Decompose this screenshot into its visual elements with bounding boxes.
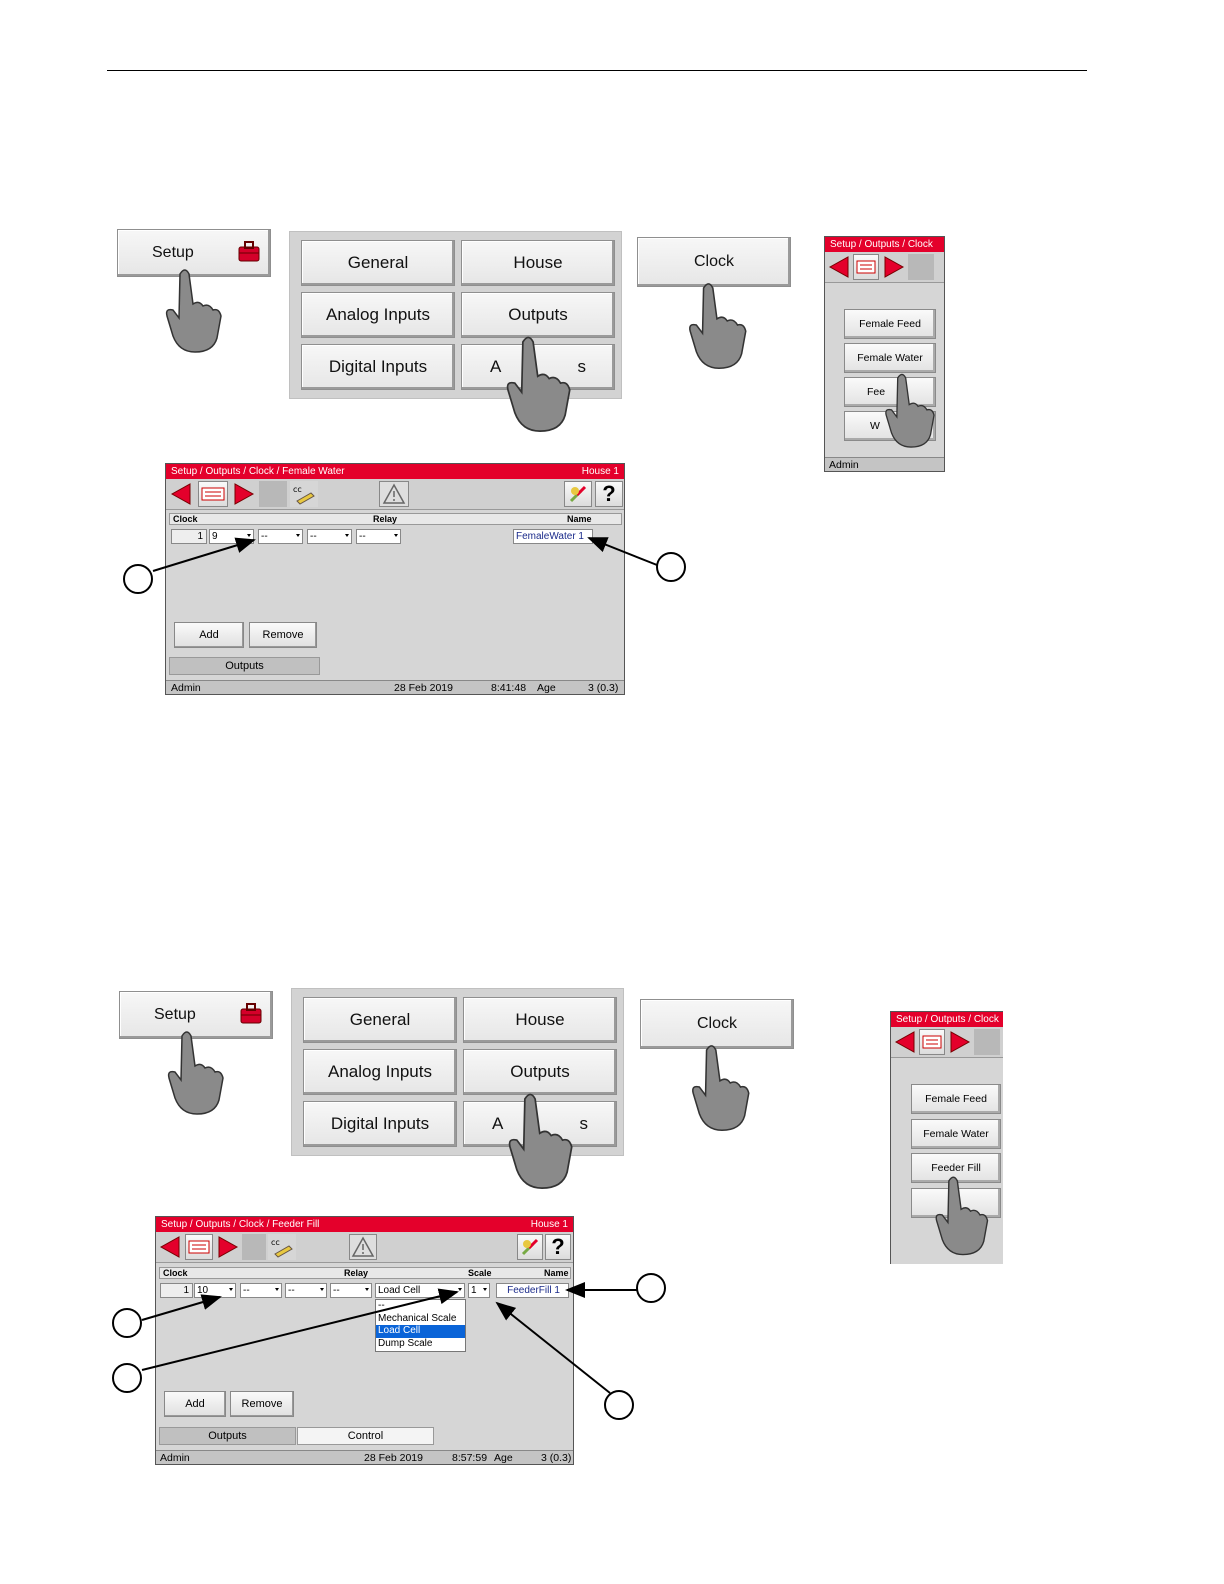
clock-value: 9 <box>212 531 218 542</box>
status-age-label: Age <box>494 1452 513 1464</box>
svg-text:cc: cc <box>271 1238 280 1247</box>
digital-inputs-label: Digital Inputs <box>328 357 428 376</box>
relay-1-value: -- <box>243 1285 250 1296</box>
hidden-menu-label-start: A <box>492 1114 504 1133</box>
clock-header: Clock <box>173 514 198 524</box>
hidden-menu-label-start: A <box>490 357 502 376</box>
general-label: General <box>347 253 409 272</box>
relay-header: Relay <box>373 514 398 524</box>
status-user: Admin <box>829 459 859 471</box>
tab-outputs-label: Outputs <box>208 1430 247 1442</box>
scale-header: Scale <box>468 1268 492 1278</box>
add-label: Add <box>199 629 219 641</box>
remove-label: Remove <box>241 1398 283 1410</box>
clock-value: 10 <box>197 1285 209 1296</box>
house-label: House 1 <box>530 1219 568 1230</box>
name-header: Name <box>567 514 592 524</box>
relay-3-value: -- <box>359 531 366 542</box>
house-label: House <box>515 1010 565 1029</box>
status-age: 3 (0.3) <box>541 1452 572 1464</box>
scale-option[interactable]: Dump Scale <box>378 1337 433 1349</box>
house-label: House <box>513 253 563 272</box>
hidden-menu-label-end: s <box>579 1114 588 1133</box>
house-label: House 1 <box>581 466 619 477</box>
water-partial-label: W <box>870 420 880 432</box>
help-icon[interactable]: ? <box>595 481 623 507</box>
scale-option-selected[interactable]: Load Cell <box>376 1325 465 1338</box>
status-user: Admin <box>171 682 201 694</box>
scale-option[interactable]: -- <box>378 1300 385 1311</box>
clock-header: Clock <box>163 1268 188 1278</box>
analog-inputs-label: Analog Inputs <box>326 305 430 324</box>
setup-button-label: Setup <box>152 244 194 261</box>
breadcrumb: Setup / Outputs / Clock <box>825 237 944 252</box>
add-label: Add <box>185 1398 205 1410</box>
feeder-fill-partial-label: Fee <box>867 386 886 398</box>
outputs-label: Outputs <box>510 1062 570 1081</box>
female-feed-label: Female Feed <box>859 318 921 330</box>
clock-button-label: Clock <box>693 253 734 270</box>
relay-header: Relay <box>344 1268 369 1278</box>
scale-option[interactable]: Mechanical Scale <box>378 1312 457 1324</box>
female-water-label: Female Water <box>857 352 923 364</box>
relay-3-value: -- <box>333 1285 340 1296</box>
name-field[interactable]: FeederFill 1 <box>496 1283 569 1298</box>
name-header: Name <box>544 1268 569 1278</box>
remove-label: Remove <box>262 629 304 641</box>
breadcrumb: Setup / Outputs / Clock / Feeder Fill <box>161 1219 320 1230</box>
status-age-label: Age <box>537 682 556 694</box>
status-time: 8:57:59 <box>452 1452 488 1464</box>
relay-1-value: -- <box>261 531 268 542</box>
name-field[interactable]: FemaleWater 1 <box>513 529 593 544</box>
breadcrumb: Setup / Outputs / Clock / Female Water <box>171 466 345 477</box>
status-age: 3 (0.3) <box>588 682 619 694</box>
relay-2-value: -- <box>288 1285 295 1296</box>
scale-type-value: Load Cell <box>378 1285 421 1296</box>
hidden-menu-label-end: s <box>577 357 586 376</box>
tab-control-label: Control <box>347 1430 384 1442</box>
outputs-label: Outputs <box>508 305 568 324</box>
analog-inputs-label: Analog Inputs <box>328 1062 432 1081</box>
relay-2-value: -- <box>310 531 317 542</box>
status-date: 28 Feb 2019 <box>364 1452 423 1464</box>
general-label: General <box>349 1010 411 1029</box>
status-date: 28 Feb 2019 <box>394 682 453 694</box>
scale-number-value: 1 <box>471 1285 477 1296</box>
status-user: Admin <box>160 1452 190 1464</box>
breadcrumb: Setup / Outputs / Clock <box>891 1012 1003 1027</box>
status-time: 8:41:48 <box>491 682 527 694</box>
setup-button-label: Setup <box>154 1006 196 1023</box>
svg-text:cc: cc <box>293 485 302 494</box>
female-water-label: Female Water <box>923 1128 989 1140</box>
feeder-fill-label: Feeder Fill <box>931 1162 981 1174</box>
tab-outputs-label: Outputs <box>225 660 264 672</box>
row-index: 1 <box>160 1283 193 1298</box>
row-index: 1 <box>171 529 207 544</box>
digital-inputs-label: Digital Inputs <box>330 1114 430 1133</box>
clock-button-label: Clock <box>696 1015 737 1032</box>
help-icon[interactable]: ? <box>545 1234 571 1260</box>
female-feed-label: Female Feed <box>925 1093 987 1105</box>
